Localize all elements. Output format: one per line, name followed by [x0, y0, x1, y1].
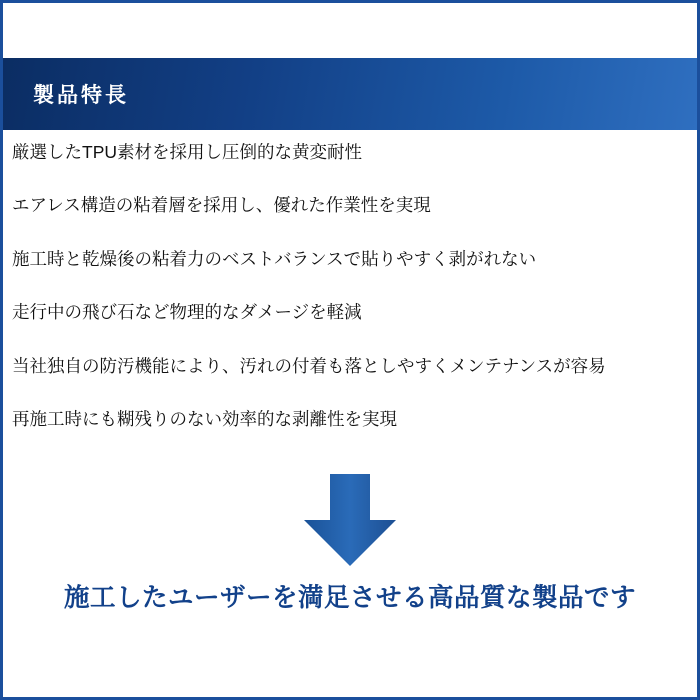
list-item: 当社独自の防汚機能により、汚れの付着も落としやすくメンテナンスが容易 [12, 355, 606, 376]
arrow-container [0, 470, 700, 570]
section-header-band [3, 58, 697, 130]
list-item: 施工時と乾燥後の粘着力のベストバランスで貼りやすく剥がれない [12, 248, 537, 269]
page-title: 製品特長 [33, 84, 129, 107]
list-item: 再施工時にも糊残りのない効率的な剥離性を実現 [12, 408, 397, 429]
footer-statement [0, 578, 700, 614]
down-arrow-icon [302, 474, 398, 566]
list-item: 厳選したTPU素材を採用し圧倒的な黄変耐性 [12, 142, 362, 162]
feature-list [12, 140, 688, 432]
list-item: エアレス構造の粘着層を採用し、優れた作業性を実現 [12, 195, 431, 216]
footer-text: 施工したユーザーを満足させる高品質な製品です [63, 584, 636, 612]
list-item: 走行中の飛び石など物理的なダメージを軽減 [12, 302, 362, 323]
